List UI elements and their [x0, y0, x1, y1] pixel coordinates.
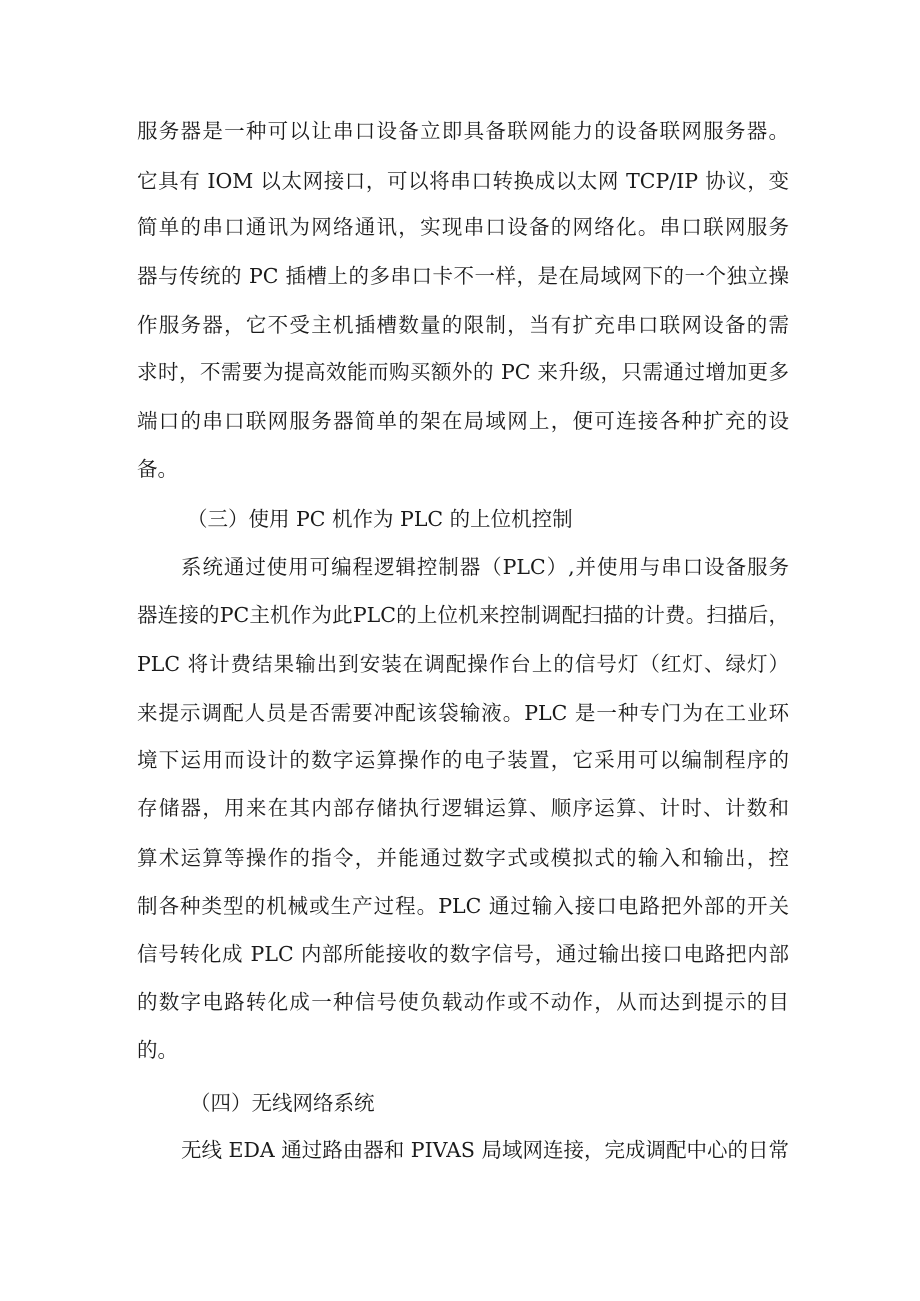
text-line: 制各种类型的机械或生产过程。PLC 通过输入接口电路把外部的开关	[137, 894, 789, 918]
text-line: 简单的串口通讯为网络通讯，实现串口设备的网络化。串口联网服务	[137, 215, 789, 239]
text-line: 无线 EDA 通过路由器和 PIVAS 局域网连接，完成调配中心的日常	[181, 1138, 789, 1162]
section-heading-4: （四）无线网络系统	[190, 1091, 375, 1115]
text-line: 器与传统的 PC 插槽上的多串口卡不一样，是在局域网下的一个独立操	[137, 264, 789, 288]
text-line: 境下运用而设计的数字运算操作的电子装置，它采用可以编制程序的	[137, 748, 789, 772]
text-line: 来提示调配人员是否需要冲配该袋输液。PLC 是一种专门为在工业环	[137, 701, 789, 725]
text-line: 作服务器，它不受主机插槽数量的限制，当有扩充串口联网设备的需	[137, 313, 789, 337]
text-line: 系统通过使用可编程逻辑控制器（PLC）,并使用与串口设备服务	[181, 555, 789, 579]
text-line: PLC 将计费结果输出到安装在调配操作台上的信号灯（红灯、绿灯）	[137, 652, 789, 676]
text-line: 端口的串口联网服务器简单的架在局域网上，便可连接各种扩充的设	[137, 409, 789, 433]
text-line: 备。	[137, 457, 178, 481]
text-line: 算术运算等操作的指令，并能通过数字式或模拟式的输入和输出，控	[137, 846, 789, 870]
text-line: 信号转化成 PLC 内部所能接收的数字信号，通过输出接口电路把内部	[137, 942, 789, 966]
text-line: 存储器，用来在其内部存储执行逻辑运算、顺序运算、计时、计数和	[137, 796, 789, 820]
text-line: 它具有 IOM 以太网接口，可以将串口转换成以太网 TCP/IP 协议，变	[137, 169, 789, 193]
text-line: 服务器是一种可以让串口设备立即具备联网能力的设备联网服务器。	[137, 119, 789, 143]
section-heading-3: （三）使用 PC 机作为 PLC 的上位机控制	[187, 507, 573, 531]
text-line: 器连接的PC主机作为此PLC的上位机来控制调配扫描的计费。扫描后，	[137, 603, 789, 627]
text-line: 的。	[137, 1038, 178, 1062]
text-line: 求时，不需要为提高效能而购买额外的 PC 来升级，只需通过增加更多	[137, 360, 789, 384]
text-line: 的数字电路转化成一种信号使负载动作或不动作，从而达到提示的目	[137, 990, 789, 1014]
